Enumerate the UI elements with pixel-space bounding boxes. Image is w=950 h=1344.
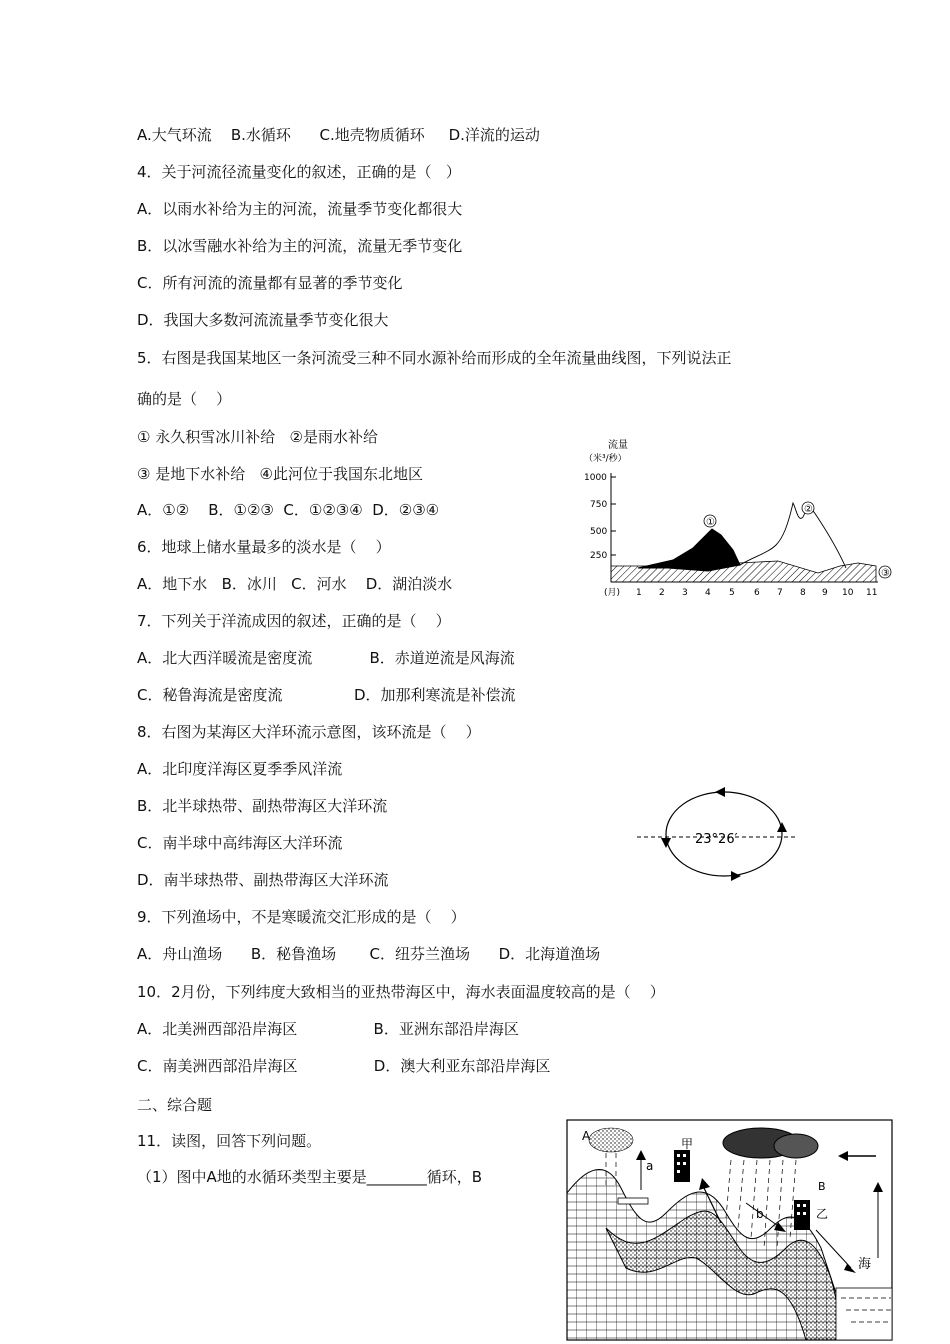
- q8-option-a: A．北印度洋海区夏季季风洋流: [137, 760, 343, 778]
- rainfall-curve: [740, 503, 846, 568]
- q9-options: A．舟山渔场 B．秘鲁渔场 C．纽芬兰渔场 D．北海道渔场: [137, 945, 601, 963]
- q9-stem: 9．下列渔场中，不是寒暖流交汇形成的是（ ）: [137, 908, 466, 926]
- q10-stem: 10．2月份，下列纬度大致相当的亚热带海区中，海水表面温度较高的是（ ）: [137, 983, 665, 1001]
- q7-options-ab: A．北大西洋暖流是密度流 B．赤道逆流是风海流: [137, 649, 515, 667]
- chart-xtick: 9: [822, 588, 828, 598]
- sea: [836, 1288, 892, 1340]
- chart-xtick: 6: [754, 588, 760, 598]
- building-icon: [674, 1150, 690, 1182]
- chart-xtick: 3: [682, 588, 688, 598]
- q5-stem-line1: 5．右图是我国某地区一条河流受三种不同水源补给而形成的全年流量曲线图，下列说法正: [137, 349, 732, 367]
- chart-xtick: 5: [729, 588, 735, 598]
- q10-options-cd: C．南美洲西部沿岸海区 D．澳大利亚东部沿岸海区: [137, 1057, 551, 1075]
- q7-stem: 7．下列关于洋流成因的叙述，正确的是（ ）: [137, 612, 451, 630]
- cloud-icon: [774, 1134, 818, 1158]
- label-b-upper: B: [818, 1180, 826, 1193]
- arrow-icon: [661, 838, 671, 848]
- q11-stem: 11．读图，回答下列问题。: [137, 1132, 322, 1150]
- label-a-lower: a: [646, 1159, 654, 1173]
- water-cycle-diagram: [566, 1118, 894, 1342]
- q4-option-a: A．以雨水补给为主的河流，流量季节变化都很大: [137, 200, 463, 218]
- chart-xtick: 8: [800, 588, 806, 598]
- q5-stem-line2: 确的是（ ）: [137, 390, 232, 408]
- q6-stem: 6．地球上储水量最多的淡水是（ ）: [137, 538, 391, 556]
- q8-option-c: C．南半球中高纬海区大洋环流: [137, 834, 343, 852]
- ocean-gyre-diagram: [635, 780, 800, 890]
- q5-options: A．①② B．①②③ C．①②③④ D．②③④: [137, 501, 440, 519]
- q4-option-d: D．我国大多数河流流量季节变化很大: [137, 311, 389, 329]
- arrow-icon: [777, 822, 787, 832]
- chart-ytick: 250: [590, 551, 608, 561]
- chart-yunit: （米³/秒）: [584, 454, 627, 464]
- chart-xtick: 10: [842, 588, 854, 598]
- arrow-icon: [731, 871, 741, 881]
- chart-ytick: 500: [590, 527, 608, 537]
- q5-statements-2: ③ 是地下水补给 ④此河位于我国东北地区: [137, 465, 423, 483]
- lake: [618, 1198, 648, 1204]
- label-a-upper: A: [582, 1129, 591, 1143]
- chart-ytick: 1000: [584, 473, 607, 483]
- q8-option-b: B．北半球热带、副热带海区大洋环流: [137, 797, 388, 815]
- q4-option-b: B．以冰雪融水补给为主的河流，流量无季节变化: [137, 237, 463, 255]
- chart-xtick: 4: [705, 588, 711, 598]
- q6-options: A．地下水 B．冰川 C．河水 D．湖泊淡水: [137, 575, 453, 593]
- marker-1: ①: [706, 517, 715, 528]
- groundwater-area: [611, 561, 876, 582]
- q4-stem: 4．关于河流径流量变化的叙述，正确的是（ ）: [137, 163, 461, 181]
- q7-options-cd: C．秘鲁海流是密度流 D．加那利寒流是补偿流: [137, 686, 516, 704]
- q5-statements-1: ① 永久积雪冰川补给 ②是雨水补给: [137, 428, 378, 446]
- label-yi: 乙: [816, 1207, 829, 1221]
- river-flow-chart: [578, 435, 898, 605]
- marker-2: ②: [804, 504, 813, 515]
- label-jia: 甲: [681, 1137, 694, 1151]
- cloud-icon: [589, 1128, 633, 1152]
- building-icon: [794, 1200, 810, 1230]
- chart-xtick: 7: [777, 588, 783, 598]
- marker-3: ③: [881, 568, 890, 579]
- q10-options-ab: A．北美洲西部沿岸海区 B．亚洲东部沿岸海区: [137, 1020, 519, 1038]
- q4-option-c: C．所有河流的流量都有显著的季节变化: [137, 274, 403, 292]
- latitude-label: 23°26′: [695, 832, 738, 847]
- label-b-lower: b: [756, 1207, 764, 1221]
- chart-ytick: 750: [590, 500, 608, 510]
- q8-option-d: D．南半球热带、副热带海区大洋环流: [137, 871, 389, 889]
- chart-xunit: (月): [604, 588, 621, 598]
- snowmelt-area: [638, 529, 740, 571]
- chart-xtick: 2: [659, 588, 665, 598]
- section-heading: 二、综合题: [137, 1096, 213, 1114]
- label-sea: 海: [858, 1257, 872, 1272]
- q8-stem: 8．右图为某海区大洋环流示意图，该环流是（ ）: [137, 723, 481, 741]
- chart-xtick: 11: [866, 588, 878, 598]
- q11-sub1: （1）图中A地的水循环类型主要是________循环，B: [137, 1168, 483, 1186]
- arrow-icon: [715, 787, 725, 797]
- chart-ylabel: 流量: [608, 440, 628, 451]
- q3-options: A.大气环流 B.水循环 C.地壳物质循环 D.洋流的运动: [137, 126, 540, 144]
- chart-xtick: 1: [636, 588, 642, 598]
